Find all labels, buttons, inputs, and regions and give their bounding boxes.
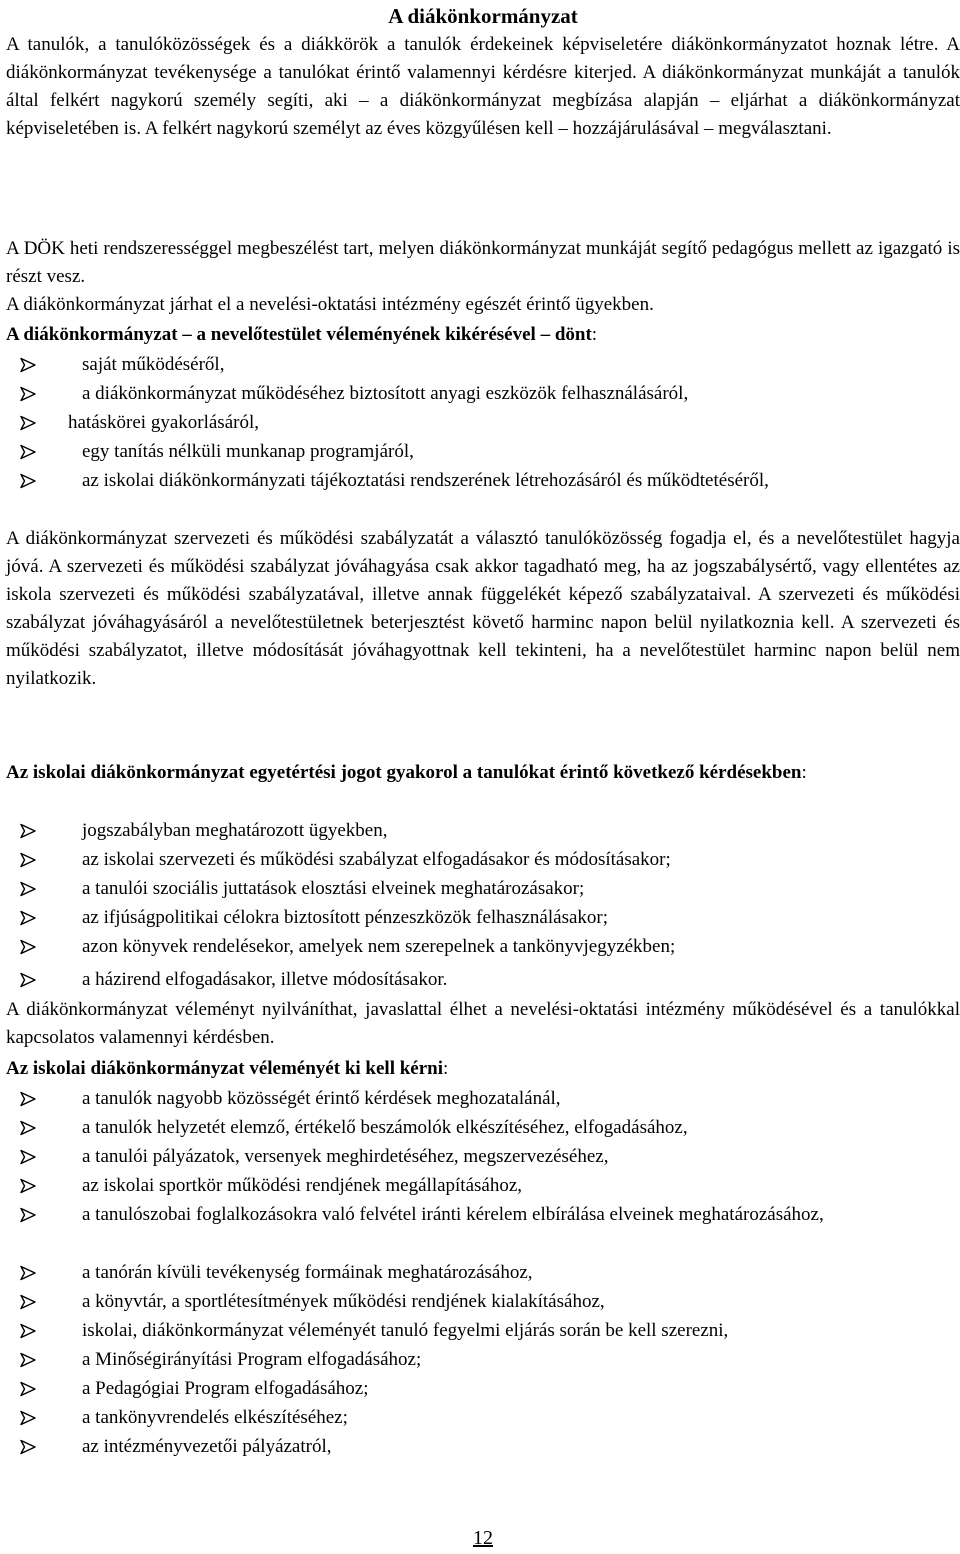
arrow-bullet-icon	[20, 881, 36, 897]
list-item-text: az iskolai diákönkormányzati tájékoztatási rendszerének létrehozásáról és működtetéséről,	[82, 470, 769, 491]
section2-paragraph: A diákönkormányzat véleményt nyilváníthat, javaslattal élhet a nevelési-oktatási intézmény működésével és a tanulókkal kapcsolatos valamennyi kérdésben.	[6, 999, 960, 1048]
arrow-bullet-icon	[20, 415, 36, 431]
arrow-bullet-icon	[20, 1352, 36, 1368]
arrow-bullet-icon	[20, 823, 36, 839]
section1-heading	[6, 321, 960, 349]
arrow-bullet-icon	[20, 444, 36, 460]
intro-paragraph-1: A tanulók, a tanulóközösségek és a diákkörök a tanulók érdekeinek képviseletére diákönkormányzatot hoznak létre. A diákönkormányzat tevékenysége a tanulókat érintő valamennyi kérdésre kiterjed. A diákönkormányzat munkáját a tanulók által felkért nagykorú személy segíti, aki – a diákönkormányzat megbízása alapján – eljárhat a diákönkormányzat képviseletében is. A felkért nagykorú személyt az éves közgyűlésen kell – hozzájárulásával – megválasztani.	[6, 34, 960, 139]
list-item-text: iskolai, diákönkormányzat véleményét tanuló fegyelmi eljárás során be kell szerezni,	[82, 1320, 729, 1341]
arrow-bullet-icon	[20, 1178, 36, 1194]
arrow-bullet-icon	[20, 1410, 36, 1426]
arrow-bullet-icon	[20, 1207, 36, 1223]
arrow-bullet-icon	[20, 1265, 36, 1281]
section2-heading-text: Az iskolai diákönkormányzat egyetértési jogot gyakorol a tanulókat érintő következő kérdésekben	[6, 762, 802, 783]
list-item-text: az iskolai szervezeti és működési szabályzat elfogadásakor és módosításakor;	[82, 849, 671, 870]
list-item-text: a tanulószobai foglalkozásokra való felvétel iránti kérelem elbírálása elveinek meghatározásához,	[82, 1204, 824, 1225]
list-item-text: a könyvtár, a sportlétesítmények működési rendjének kialakításához,	[82, 1291, 605, 1312]
list-item-text: a Pedagógiai Program elfogadásához;	[82, 1378, 369, 1399]
list-item-text: hatáskörei gyakorlásáról,	[68, 412, 259, 433]
arrow-bullet-icon	[20, 1149, 36, 1165]
list-item-text: a Minőségirányítási Program elfogadásához;	[82, 1349, 422, 1370]
list-item-text: a házirend elfogadásakor, illetve módosításakor.	[82, 969, 448, 990]
arrow-bullet-icon	[20, 852, 36, 868]
section2-heading-colon: :	[801, 762, 807, 783]
arrow-bullet-icon	[20, 1439, 36, 1455]
intro-paragraph-3: A diákönkormányzat járhat el a nevelési-oktatási intézmény egészét érintő ügyekben.	[6, 294, 654, 315]
arrow-bullet-icon	[20, 972, 36, 988]
arrow-bullet-icon	[20, 910, 36, 926]
list-item-text: a tanulói pályázatok, versenyek meghirdetéséhez, megszervezéséhez,	[82, 1146, 609, 1167]
arrow-bullet-icon	[20, 1294, 36, 1310]
arrow-bullet-icon	[20, 1091, 36, 1107]
list-item-text: azon könyvek rendelésekor, amelyek nem szerepelnek a tankönyvjegyzékben;	[82, 936, 676, 957]
arrow-bullet-icon	[20, 1323, 36, 1339]
list-item-text: az intézményvezetői pályázatról,	[82, 1436, 332, 1457]
list-item-text: jogszabályban meghatározott ügyekben,	[82, 820, 388, 841]
arrow-bullet-icon	[20, 939, 36, 955]
list-item-text: a tanulói szociális juttatások elosztási elveinek meghatározásakor;	[82, 878, 585, 899]
arrow-bullet-icon	[20, 357, 36, 373]
list-item-text: egy tanítás nélküli munkanap programjáról,	[82, 441, 414, 462]
section1-paragraph: A diákönkormányzat szervezeti és működési szabályzatát a választó tanulóközösség fogadja el, és a nevelőtestület hagyja jóvá. A szervezeti és működési szabályzat jóváhagyása csak akkor tagadható meg, ha az jogszabálysértő, vagy ellentétes az iskola szervezeti és működési szabályzatával, illetve annak függelékét képező szabályzataival. A szervezeti és működési szabályzat jóváhagyásáról a nevelőtestületnek beterjesztést követő harminc napon belül nyilatkoznia kell. A szervezeti és működési szabályzatot, illetve módosítását jóváhagyottnak kell tekinteni, ha a nevelőtestület harminc napon belül nem nyilatkozik.	[6, 528, 960, 689]
list-item-text: a tankönyvrendelés elkészítéséhez;	[82, 1407, 348, 1428]
list-item-text: a tanórán kívüli tevékenység formáinak meghatározásához,	[82, 1262, 533, 1283]
section1-heading-text: A diákönkormányzat – a nevelőtestület véleményének kikérésével – dönt	[6, 324, 592, 345]
list-item-text: a diákönkormányzat működéséhez biztosított anyagi eszközök felhasználásáról,	[82, 383, 689, 404]
arrow-bullet-icon	[20, 386, 36, 402]
list-item-text: az iskolai sportkör működési rendjének megállapításához,	[82, 1175, 523, 1196]
arrow-bullet-icon	[20, 473, 36, 489]
section1-heading-colon: :	[591, 324, 598, 345]
list-item-text: saját működéséről,	[82, 354, 225, 375]
page-number: 12	[473, 1527, 493, 1549]
section3-heading-colon: :	[443, 1058, 449, 1079]
list-item-text: a tanulók helyzetét elemző, értékelő beszámolók elkészítéséhez, elfogadásához,	[82, 1117, 688, 1138]
section3-heading-text: Az iskolai diákönkormányzat véleményét ki kell kérni	[6, 1058, 443, 1079]
section2-heading	[6, 759, 960, 787]
arrow-bullet-icon	[20, 1120, 36, 1136]
arrow-bullet-icon	[20, 1381, 36, 1397]
page-title: A diákönkormányzat	[388, 4, 578, 28]
intro-paragraph-2: A DÖK heti rendszerességgel megbeszélést tart, melyen diákönkormányzat munkáját segítő pedagógus mellett az igazgató is részt vesz.	[6, 238, 960, 287]
list-item-text: a tanulók nagyobb közösségét érintő kérdések meghozatalánál,	[82, 1088, 561, 1109]
section3-heading	[6, 1055, 960, 1083]
list-item-text: az ifjúságpolitikai célokra biztosított pénzeszközök felhasználásakor;	[82, 907, 608, 928]
